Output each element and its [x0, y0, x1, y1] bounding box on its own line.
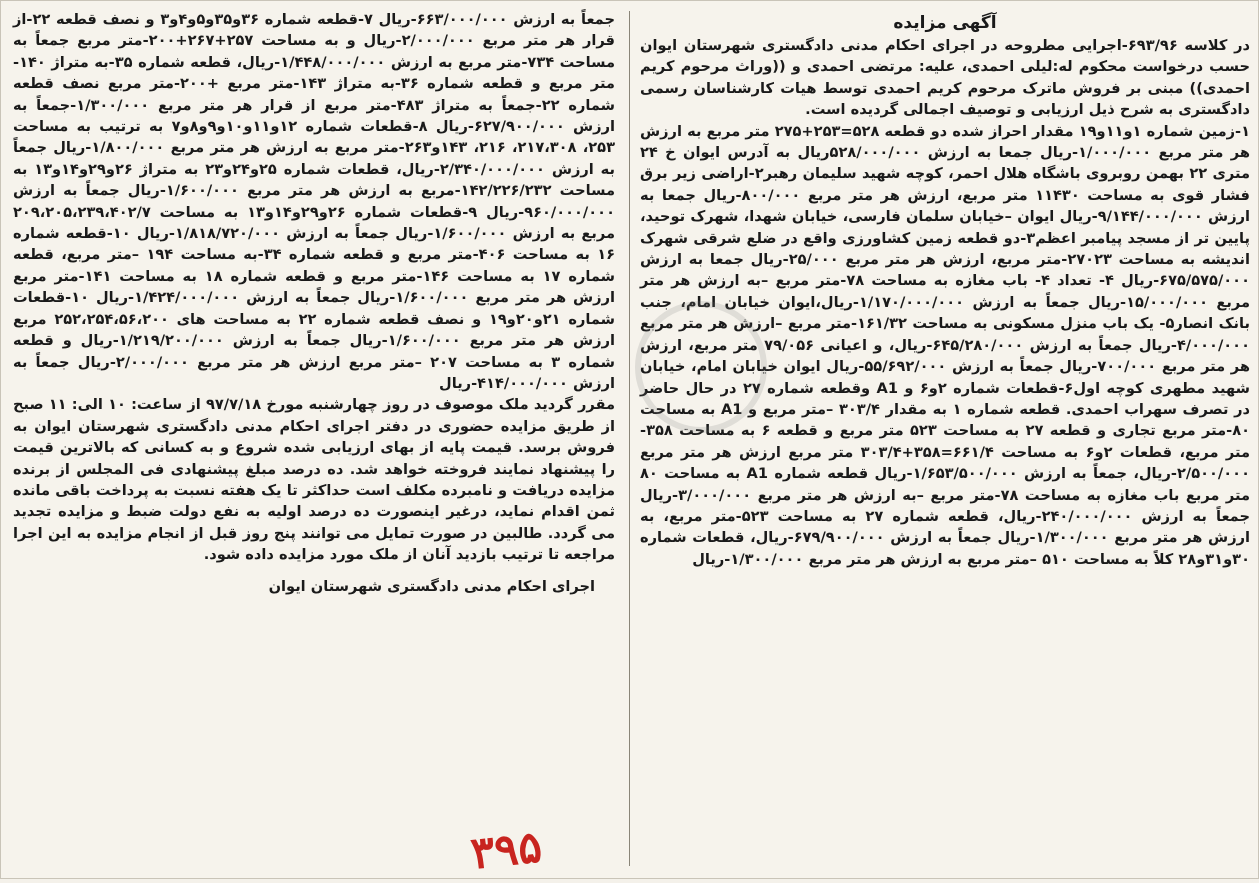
notice-title: آگهی مزایده	[893, 13, 997, 33]
column-divider	[629, 11, 630, 866]
notice-paragraph-items-continued: جمعاً به ارزش ۶۶۳/۰۰۰/۰۰۰-ریال ۷-قطعه شماره ۳۶و۳۵و۵و۴و۳ و نصف قطعه ۲۲-از قرار هر متر مربع ۲/۰۰۰/۰۰۰-ریال و به مساحت ۲۵۷+۲۶۷+۲۰۰-متر مربع جمعاً به مساحت ۷۳۴-متر مربع به ارزش ۱/۴۴۸/۰۰۰/۰۰۰-ریال، قطعه شماره ۳۵-به متراژ ۱۴۰-متر مربع و قطعه شماره ۳۶-به متراژ ۱۴۳-متر مربع +۲۰۰-متر مربع نصف قطعه شماره ۲۲-جمعاً به متراژ ۴۸۳-متر مربع از قرار هر متر مربع ۱/۳۰۰/۰۰۰-جمعاً به ارزش ۶۲۷/۹۰۰/۰۰۰-ریال ۸-قطعات شماره ۱۲و۱۱و۱۰و۹و۸و۷ به ترتیب به مساحت ۲۵۳، ۲۱۷،۳۰۸، ۲۱۶، ۱۴۳و۲۶۳-متر مربع به ارزش هر متر مربع ۱/۸۰۰/۰۰۰-ریال جمعاً به ارزش ۲/۳۴۰/۰۰۰/۰۰۰-ریال، قطعات شماره ۲۵و۲۴و۲۳ به متراژ ۲۶و۲۹و۱۴و۱۳ به مساحت ۱۴۲/۲۲۶/۲۳۲-مربع به ارزش هر متر مربع ۱/۶۰۰/۰۰۰-ریال جمعاً به ارزش ۹۶۰/۰۰۰/۰۰۰-ریال ۹-قطعات شماره ۲۶و۲۹و۱۴و۱۳ به مساحت ۲۰۹،۲۰۵،۲۳۹،۴۰۲/۷ مربع به ارزش ۱/۶۰۰/۰۰۰-ریال جمعاً به ارزش ۱/۸۱۸/۷۲۰/۰۰۰-ریال ۱۰-قطعه شماره ۱۶ به مساحت ۴۰۶-متر مربع و قطعه شماره ۳۴-به مساحت ۱۹۴ –متر مربع، قطعه شماره ۱۷ به مساحت ۱۴۶-متر مربع و قطعه شماره ۱۸ به مساحت ۱۴۱-متر مربع ارزش هر متر مربع ۱/۶۰۰/۰۰۰-ریال جمعاً به ارزش ۱/۴۲۴/۰۰۰/۰۰۰-ریال ۱۰-قطعات شماره ۲۱و۲۰و۱۹ و نصف قطعه شماره ۲۲ به مساحت های ۲۵۲،۲۵۴،۵۶،۲۰۰ مربع ارزش هر متر مربع ۱/۶۰۰/۰۰۰-ریال جمعاً به ارزش ۱/۲۱۹/۲۰۰/۰۰۰-ریال و قطعه شماره ۳ به مساحت ۲۰۷ –متر مربع ارزش هر متر مربع ۲/۰۰۰/۰۰۰-ریال جمعاً به ارزش ۴۱۴/۰۰۰/۰۰۰-ریال	[13, 11, 616, 392]
notice-signature: اجرای احکام مدنی دادگستری شهرستان ایوان	[268, 577, 595, 595]
handwritten-number: ۳۹۵	[468, 821, 545, 880]
notice-column-right	[640, 9, 1250, 570]
notice-paragraph-intro: در کلاسه ۶۹۳/۹۶-اجرایی مطروحه در اجرای احکام مدنی دادگستری شهرستان ایوان حسب درخواست محکوم له:لیلی احمدی، علیه: مرتضی احمدی و ((وراث مرحوم کریم احمدی)) مبنی بر فروش ماترک مرحوم کریم احمدی توسط هیات کارشناسان رسمی دادگستری به شرح ذیل ارزیابی و توصیف اجمالی گردیده است.	[640, 37, 1250, 119]
notice-paragraph-auction-terms: مقرر گردید ملک موصوف در روز چهارشنبه مورخ ۹۷/۷/۱۸ از ساعت: ۱۰ الی: ۱۱ صبح از طریق مزایده حضوری در دفتر اجرای احکام مدنی دادگستری شهرستان ایوان به فروش برسد. قیمت پایه از بهای ارزیابی شده شروع و به کسانی که بالاترین قیمت را پیشنهاد نمایند فروخته خواهد شد. ده درصد مبلغ پیشنهادی فی المجلس از برنده مزایده دریافت و نامبرده مکلف است حداکثر تا یک هفته نسبت به پرداخت باقی مانده ثمن اقدام نماید، درغیر اینصورت ده درصد اولیه به نفع دولت ضبط و مزایده تجدید می گردد. طالبین در صورت تمایل می توانند پنج روز قبل از انجام مزایده به این اجرا مراجعه تا ترتیب بازدید آنان از ملک مورد مزایده داده شود.	[13, 396, 615, 564]
notice-paragraph-items: ۱-زمین شماره ۱و۱۱و۱۹ مقدار احراز شده دو قطعه ۵۲۸=۲۵۳+۲۷۵ متر مربع به ارزش هر متر مربع ۱/۰۰۰/۰۰۰-ریال جمعا به ارزش ۵۲۸/۰۰۰/۰۰۰ریال به آدرس ایوان خ ۲۴ متری ۲۲ بهمن روبروی باشگاه هلال احمر، کوچه شهید سلیمان رهبر۲-اراضی زیر برق فشار قوی به مساحت ۱۱۴۳۰ متر مربع، ارزش هر متر مربع ۸۰۰/۰۰۰-ریال جمعا به ارزش ۹/۱۴۴/۰۰۰/۰۰۰-ریال ایوان –خیابان سلمان فارسی، خیابان شهدا، شهرک توحید، پایین تر از مسجد پیامبر اعظم۳-دو قطعه زمین کشاورزی واقع در ضلع شرقی شهرک اندیشه به مساحت ۲۷۰۲۳-متر مربع، ارزش هر متر مربع ۲۵/۰۰۰-ریال جمعا به ارزش ۶۷۵/۵۷۵/۰۰۰-ریال ۴- تعداد ۴- باب مغازه به مساحت ۷۸-متر مربع –به ارزش هر متر مربع ۱۵/۰۰۰/۰۰۰-ریال جمعاً به ارزش ۱/۱۷۰/۰۰۰/۰۰۰-ریال،ایوان خیابان امام، جنب بانک انصار۵- یک باب منزل مسکونی به مساحت ۱۶۱/۳۲-متر مربع –ارزش هر متر مربع ۴/۰۰۰/۰۰۰-ریال جمعاً به ارزش ۶۴۵/۲۸۰/۰۰۰-ریال، و اعیانی ۷۹/۰۵۶ متر مربع، ارزش هر متر مربع ۷۰۰/۰۰۰-ریال جمعاً به ارزش ۵۵/۶۹۲/۰۰۰-ریال ایوان خیابان امام، خیابان شهید مطهری کوچه اول۶-قطعات شماره ۲و۶ و A1 وقطعه شماره ۲۷ در حال حاضر در تصرف سهراب احمدی. قطعه شماره ۱ به مقدار ۳۰۳/۴ –متر مربع و A1 به مساحت ۸۰-متر مربع تجاری و قطعه ۲۷ به مساحت ۵۲۳ متر مربع و قطعه ۶ به مساحت ۳۵۸-متر مربع، قطعات ۲و۶ به مساحت ۶۶۱/۴=۳۵۸+۳۰۳/۴ متر مربع ارزش هر متر مربع ۲/۵۰۰/۰۰۰-ریال، جمعاً به ارزش ۱/۶۵۳/۵۰۰/۰۰۰-ریال قطعه شماره A1 به مساحت ۸۰ متر مربع باب مغازه به مساحت ۷۸-متر مربع –به ارزش هر متر مربع ۳/۰۰۰/۰۰۰-ریال جمعاً به ارزش ۲۴۰/۰۰۰/۰۰۰-ریال، قطعه شماره ۲۷ به مساحت ۵۲۳-متر مربع، به ارزش هر متر مربع ۱/۳۰۰/۰۰۰-ریال جمعاً به ارزش ۶۷۹/۹۰۰/۰۰۰-ریال، قطعات شماره ۳۰و۳۱و۲۸ کلاً به مساحت ۵۱۰ –متر مربع به ارزش هر متر مربع ۱/۳۰۰/۰۰۰-ریال	[640, 122, 1251, 568]
notice-column-left	[13, 9, 615, 597]
